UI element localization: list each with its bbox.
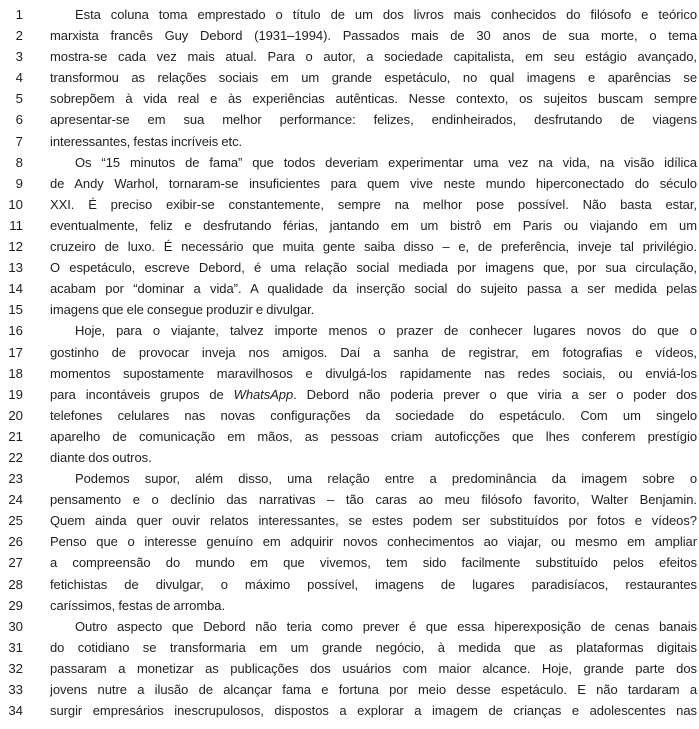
line-number: 29 [8, 597, 23, 613]
line-number: 16 [8, 323, 23, 339]
text-segment: marxista francês Guy Debord (1931–1994). Passados mais de 30 anos de sua morte, o tema [50, 28, 697, 44]
line-number: 13 [8, 260, 23, 276]
line-text [50, 257, 697, 278]
line-number: 28 [8, 576, 23, 592]
line-row [0, 531, 697, 552]
text-segment: telefones celulares nas novas configurações da sociedade do espetáculo. Com um singelo [50, 407, 697, 423]
text-segment: eventualmente, feliz e desfrutando férias, jantando em um bistrô em Paris ou viajando em um [50, 217, 697, 233]
line-text [50, 574, 697, 595]
line-number: 1 [15, 7, 23, 22]
line-text [50, 320, 697, 341]
text-segment: caríssimos, festas de arromba. [50, 597, 226, 613]
line-text [50, 46, 697, 67]
line-row [0, 489, 697, 510]
line-number: 7 [15, 133, 23, 149]
text-segment: passaram a monetizar as publicações dos usuários com maior alcance. Hoje, grande parte dos [50, 660, 697, 676]
line-text [50, 531, 697, 552]
line-text [50, 88, 697, 109]
text-segment: fetichistas de divulgar, o máximo possível, imagens de lugares paradisíacos, restaurantes [50, 576, 697, 592]
line-number: 2 [15, 28, 23, 44]
line-row [0, 658, 697, 679]
line-text [50, 595, 697, 616]
text-segment: O espetáculo, escreve Debord, é uma relação social mediada por imagens que, por sua circulação, [50, 260, 697, 276]
line-row [0, 510, 697, 531]
text-segment: Quem ainda quer ouvir relatos interessantes, se estes podem ser substituídos por fotos e vídeos? [50, 513, 697, 529]
line-text [50, 426, 697, 447]
text-segment: cruzeiro de luxo. É necessário que muita gente saiba disso – e, de preferência, inveje tal privilégio. [50, 239, 697, 255]
line-number: 19 [8, 386, 23, 402]
line-text [50, 363, 697, 384]
line-text [50, 700, 697, 721]
text-segment: aparelho de comunicação em mãos, as pessoas criam autoficções que lhes conferem prestígio [50, 428, 697, 444]
line-number: 21 [8, 428, 23, 444]
line-number: 23 [8, 471, 23, 487]
line-text [50, 637, 697, 658]
line-number: 3 [15, 49, 23, 65]
line-number: 15 [8, 302, 23, 318]
line-row [0, 426, 697, 447]
line-row [0, 46, 697, 67]
line-row [0, 67, 697, 88]
text-segment: acabam por “dominar a vida”. A qualidade da inserção social do sujeito passa a ser medida pelas [50, 281, 697, 297]
line-row [0, 299, 697, 320]
line-row [0, 109, 697, 130]
text-segment: XXI. É preciso exibir-se constantemente, sempre na melhor pose possível. Não basta estar, [50, 196, 697, 212]
line-number: 9 [15, 175, 23, 191]
line-number: 34 [8, 703, 23, 719]
text-segment: de Andy Warhol, tornaram-se insuficientes para quem vive neste mundo hiperconectado do século [50, 175, 697, 191]
text-segment: diante dos outros. [50, 449, 152, 465]
line-text [50, 67, 697, 88]
line-row [0, 4, 697, 25]
text-segment: imagens que ele consegue produzir e divulgar. [50, 302, 315, 318]
document-lines [0, 4, 697, 721]
line-text [50, 109, 697, 130]
line-text [50, 25, 697, 46]
line-number: 33 [8, 682, 23, 697]
italic-text-segment: WhatsApp [233, 386, 294, 402]
text-segment: do cotidiano se transformaria em um grande negócio, à medida que as plataformas digitais [50, 639, 697, 655]
line-row [0, 595, 697, 616]
line-text [50, 299, 697, 320]
line-text [50, 152, 697, 173]
line-text [50, 616, 697, 637]
text-segment: para incontáveis grupos de [50, 386, 234, 402]
line-number: 26 [8, 534, 23, 550]
line-row [0, 236, 697, 257]
line-row [0, 405, 697, 426]
line-text [50, 342, 697, 363]
line-number: 20 [8, 407, 23, 423]
line-number: 8 [15, 154, 23, 170]
line-number: 25 [8, 513, 23, 529]
line-row [0, 447, 697, 468]
line-number: 22 [8, 449, 23, 465]
text-segment: Os “15 minutos de fama” que todos deveriam experimentar uma vez na vida, na visão idílica [75, 154, 697, 170]
line-text [50, 173, 697, 194]
line-text [50, 658, 697, 679]
text-segment: Penso que o interesse genuíno em adquirir novos conhecimentos ao viajar, ou mesmo em ampliar [50, 534, 697, 550]
line-number: 4 [15, 70, 23, 86]
line-row [0, 342, 697, 363]
line-text [50, 384, 697, 405]
text-segment: Podemos supor, além disso, uma relação entre a predominância da imagem sobre o [75, 471, 697, 487]
line-row [0, 363, 697, 384]
line-row [0, 173, 697, 194]
text-segment: Hoje, para o viajante, talvez importe menos o prazer de conhecer lugares novos do que o [75, 323, 697, 339]
line-number: 18 [8, 365, 23, 381]
text-segment: apresentar-se em sua melhor performance: felizes, endinheirados, desfrutando de viagens [50, 112, 697, 128]
text-segment: pensamento e o declínio das narrativas – tão caras ao meu filósofo favorito, Walter Benjamin. [50, 492, 697, 508]
line-row [0, 637, 697, 658]
text-segment: momentos supostamente maravilhosos e divulgá-los rapidamente nas redes sociais, ou enviá-los [50, 365, 697, 381]
line-row [0, 679, 697, 700]
line-number: 5 [15, 91, 23, 107]
line-row [0, 152, 697, 173]
text-segment: mostra-se cada vez mais atual. Para o autor, a sociedade capitalista, em seu estágio avançado, [50, 49, 697, 65]
line-number: 27 [8, 555, 23, 571]
line-row [0, 194, 697, 215]
line-number: 6 [15, 112, 23, 128]
line-row [0, 257, 697, 278]
text-segment: transformou as relações sociais em um grande espetáculo, no qual imagens e aparências se [50, 70, 697, 86]
line-number: 10 [8, 196, 23, 212]
line-text [50, 215, 697, 236]
text-segment: a compreensão do mundo em que vivemos, tem sido facilmente substituído pelos efeitos [50, 555, 697, 571]
line-row [0, 384, 697, 405]
line-text [50, 468, 697, 489]
line-number: 32 [8, 660, 23, 676]
line-number: 12 [8, 239, 23, 255]
line-text [50, 489, 697, 510]
line-row [0, 468, 697, 489]
text-segment: Esta coluna toma emprestado o título de um dos livros mais conhecidos do filósofo e teórico [75, 7, 697, 22]
line-row [0, 25, 697, 46]
line-row [0, 131, 697, 152]
line-row [0, 574, 697, 595]
line-row [0, 700, 697, 721]
text-segment: surgir empresários inescrupulosos, dispostos a explorar a imagem de crianças e adolescentes nas [50, 703, 697, 719]
text-segment: jovens nutre a ilusão de alcançar fama e fortuna por meio desse espetáculo. E não tardaram a [50, 682, 697, 697]
text-segment: gostinho de provocar inveja nos amigos. Daí a sanha de registrar, em fotografias e vídeos, [50, 344, 697, 360]
line-row [0, 320, 697, 341]
line-row [0, 552, 697, 573]
line-text [50, 278, 697, 299]
text-segment: . Debord não poderia prever o que viria a ser o poder dos [293, 386, 697, 402]
line-number: 24 [8, 492, 23, 508]
line-text [50, 194, 697, 215]
text-segment: interessantes, festas incríveis etc. [50, 133, 243, 149]
line-number: 30 [8, 618, 23, 634]
line-text [50, 236, 697, 257]
line-number: 17 [8, 344, 23, 360]
text-segment: Outro aspecto que Debord não teria como prever é que essa hiperexposição de cenas banais [75, 618, 697, 634]
line-row [0, 215, 697, 236]
line-row [0, 616, 697, 637]
line-number: 14 [8, 281, 23, 297]
line-number: 31 [8, 639, 23, 655]
line-text [50, 4, 697, 25]
line-text [50, 405, 697, 426]
line-text [50, 679, 697, 700]
line-text [50, 447, 697, 468]
text-segment: sobrepõem à vida real e às experiências autênticas. Nesse contexto, os sujeitos buscam sempre [50, 91, 697, 107]
line-row [0, 278, 697, 299]
line-text [50, 552, 697, 573]
line-number: 11 [9, 217, 23, 233]
line-text [50, 510, 697, 531]
line-row [0, 88, 697, 109]
line-text [50, 131, 697, 152]
